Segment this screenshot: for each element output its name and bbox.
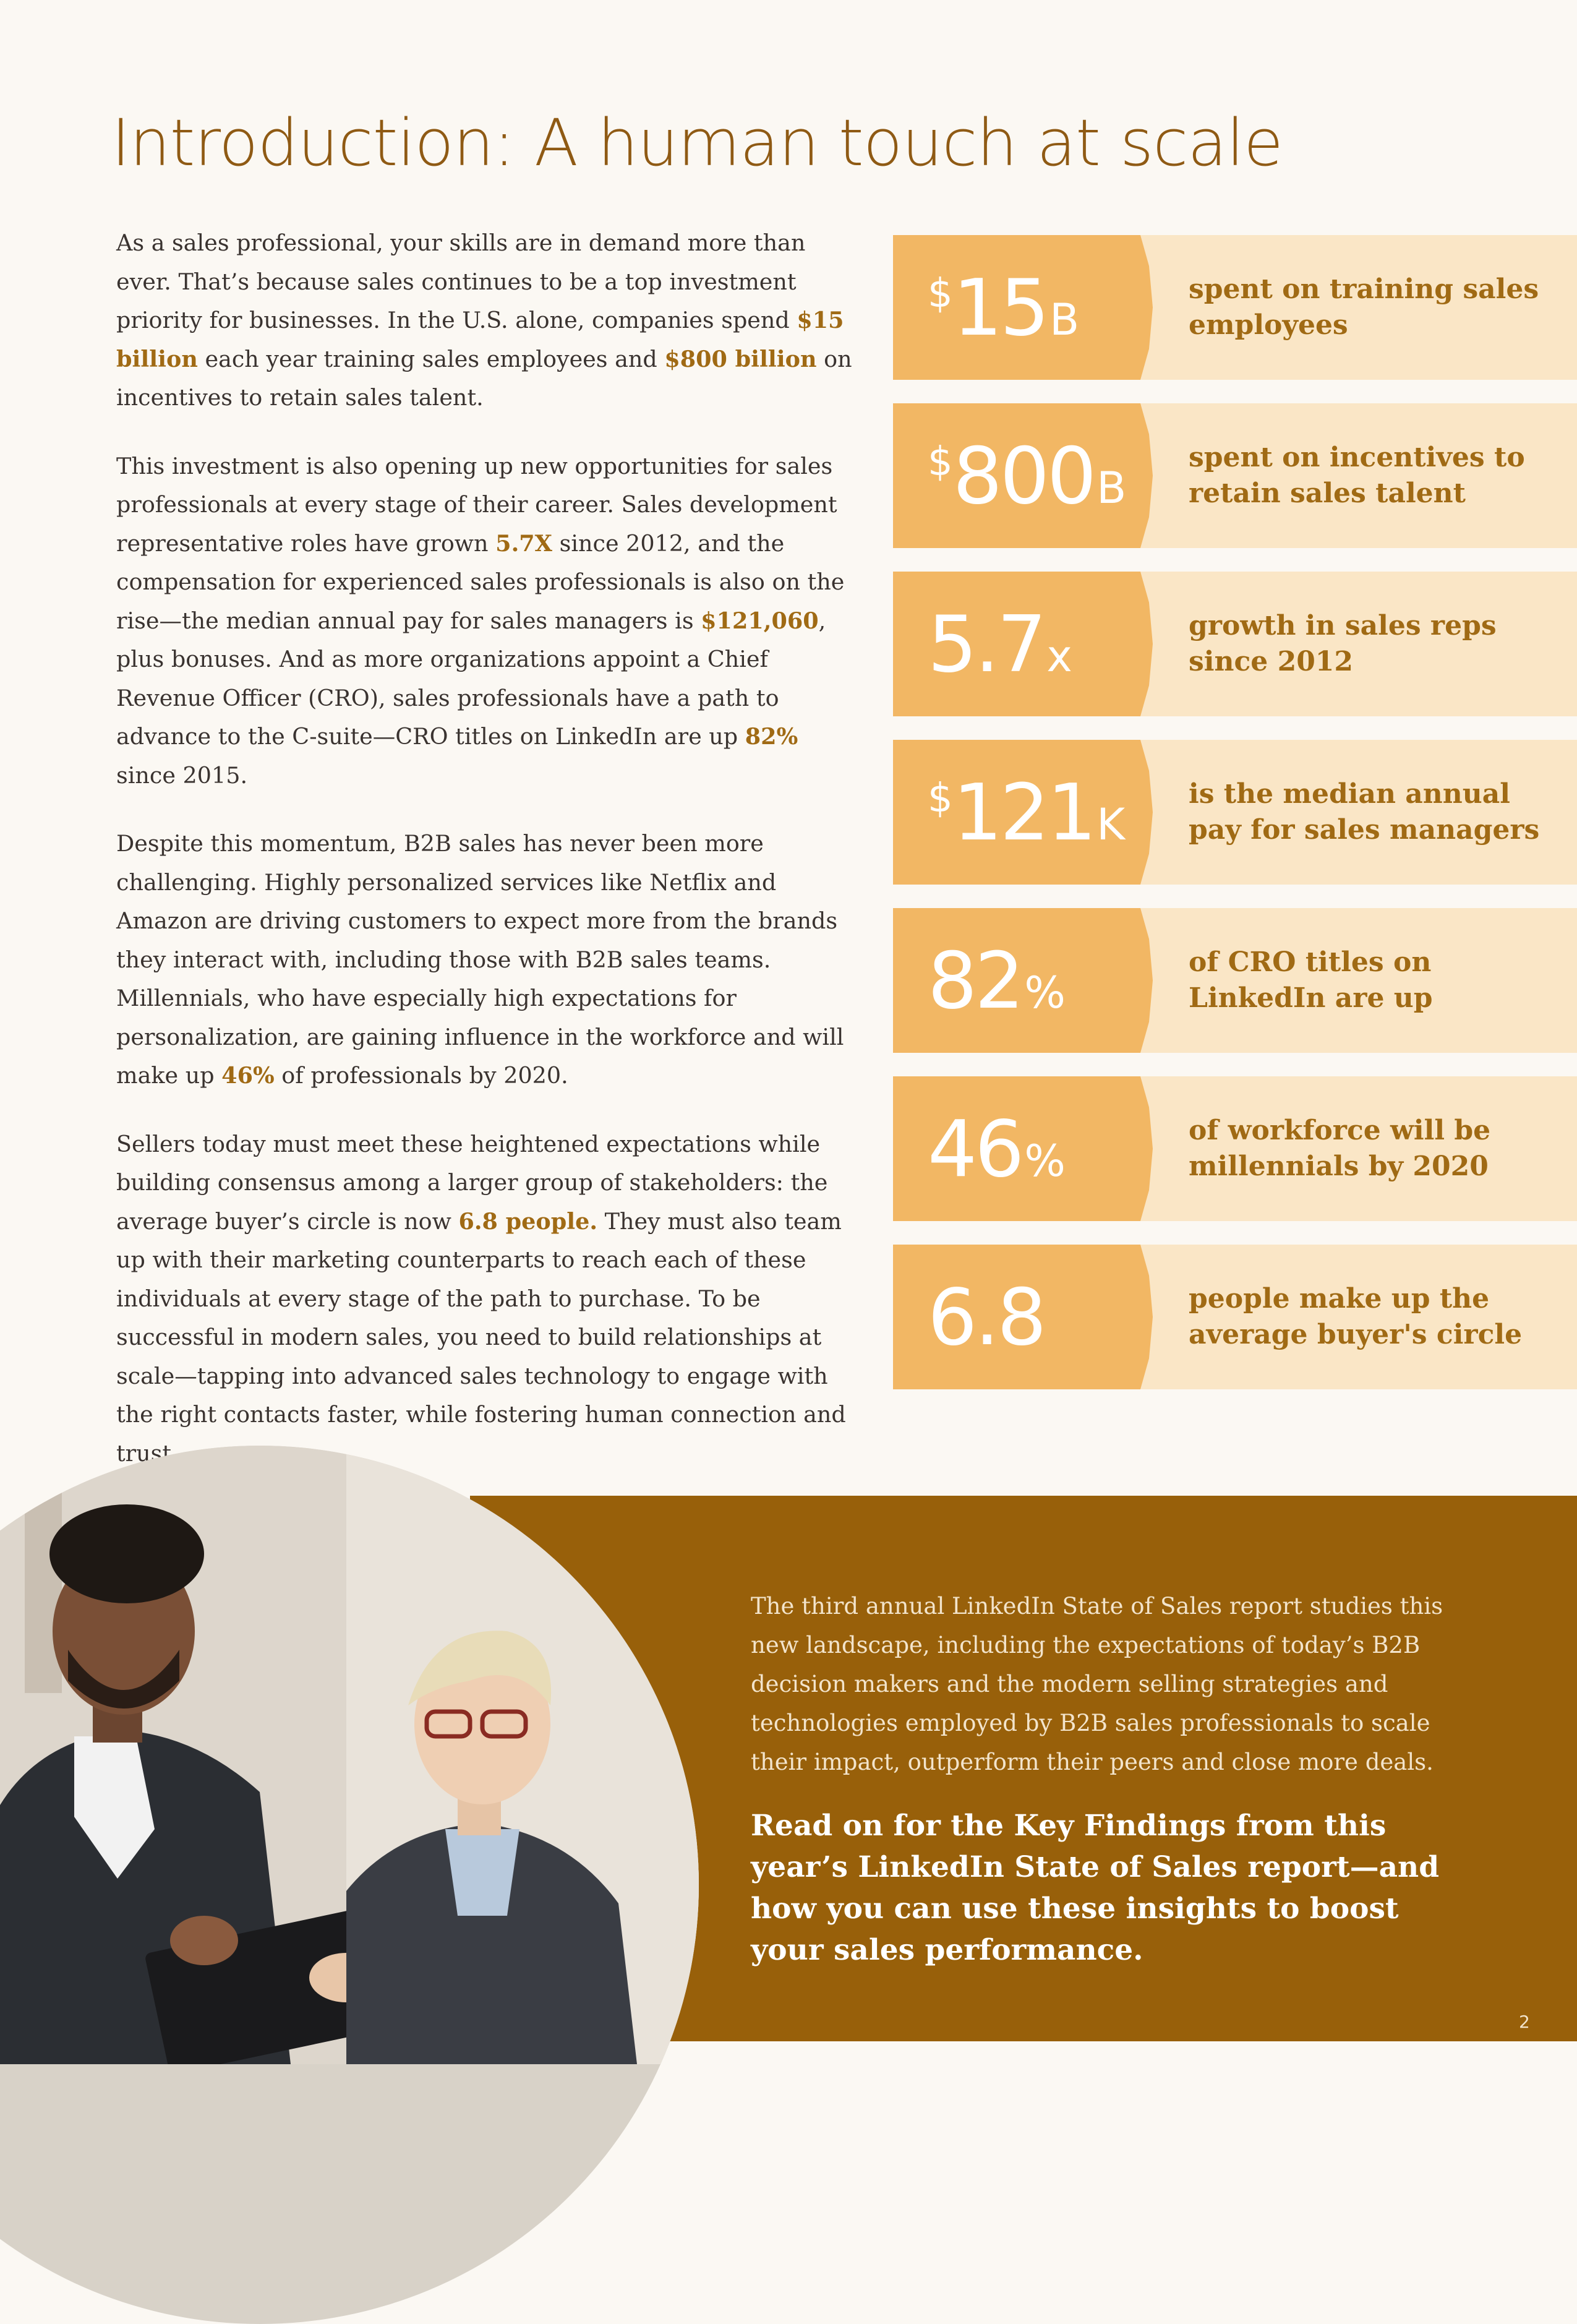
text-run: since 2015. — [116, 761, 248, 789]
stat-number: 82 — [928, 935, 1022, 1026]
stat-label: of workforce will be millennials by 2020 — [1189, 1115, 1491, 1182]
highlight-stat: $15 billion — [116, 307, 844, 372]
stat-suffix: x — [1046, 631, 1072, 682]
highlight-stat: $800 billion — [664, 345, 817, 372]
stat-label: spent on incentives to retain sales talent — [1189, 442, 1525, 509]
closing-lead: The third annual LinkedIn State of Sales report studies this new landscape, including the expectations of today’s B2B decision makers and the modern selling strategies and technologies employed by B2B sales professionals to scale their impact, outperform their peers and close more deals. — [751, 1593, 1443, 1775]
highlight-stat: 46% — [221, 1062, 275, 1089]
text-run: of professionals by 2020. — [274, 1062, 568, 1089]
highlight-stat: 82% — [745, 723, 798, 750]
text-run: since 2012, and the compensation for experienced sales professionals is also on the rise—the median annual pay for sales managers is — [116, 530, 845, 634]
stat-suffix: K — [1096, 799, 1126, 850]
stat-prefix: $ — [928, 439, 953, 485]
stat-suffix: B — [1096, 463, 1127, 513]
photo-sales-professionals — [0, 1446, 699, 2324]
highlight-stat: 5.7X — [495, 530, 552, 557]
stat-value — [928, 740, 1125, 885]
stat-number: 800 — [952, 430, 1095, 521]
stat-row — [893, 740, 1577, 885]
stat-number: 5.7 — [928, 598, 1045, 690]
intro-body — [116, 224, 852, 1503]
stat-prefix: $ — [928, 776, 953, 821]
stat-number: 121 — [952, 766, 1095, 858]
stat-number: 6.8 — [928, 1271, 1045, 1363]
stat-value — [928, 908, 1066, 1053]
stat-value — [928, 1245, 1046, 1389]
stat-row — [893, 572, 1577, 716]
stat-number: 15 — [952, 262, 1048, 353]
photo-illustration — [0, 1446, 699, 2064]
page-title: Introduction: A human touch at scale — [111, 105, 1283, 181]
closing-text — [751, 1587, 1462, 1971]
stat-row — [893, 1245, 1577, 1389]
stat-row — [893, 403, 1577, 548]
closing-cta: Read on for the Key Findings from this year’s LinkedIn State of Sales report—and how you can use these insights to boost your sales performance. — [751, 1809, 1440, 1967]
stat-value — [928, 403, 1126, 548]
text-run: As a sales professional, your skills are in demand more than ever. That’s because sales continues to be a top investment priority for businesses. In the U.S. alone, companies spend — [116, 229, 806, 333]
stat-label: growth in sales reps since 2012 — [1189, 610, 1497, 677]
stat-prefix: $ — [928, 271, 953, 317]
text-run: This investment is also opening up new opportunities for sales professionals at every stage of their career. Sales development representative roles have grown — [116, 452, 837, 557]
stat-row — [893, 1076, 1577, 1221]
stat-suffix: % — [1024, 1136, 1066, 1186]
stat-row — [893, 235, 1577, 380]
stat-label: is the median annual pay for sales managers — [1189, 778, 1540, 846]
text-run: Sellers today must meet these heightened expectations while building consensus among a larger group of stakeholders: the average buyer’s circle is now — [116, 1130, 828, 1235]
stat-number: 46 — [928, 1103, 1022, 1194]
stat-value — [928, 1076, 1066, 1221]
stat-suffix: % — [1024, 967, 1066, 1018]
text-run: They must also team up with their marketing counterparts to reach each of these individuals at every stage of the path to purchase. To be successful in modern sales, you need to build relationships at scale—tapping into advanced sales technology to engage with the right contacts faster, while fostering human connection and — [116, 1207, 846, 1428]
stat-row — [893, 908, 1577, 1053]
text-run: each year training sales employees and — [197, 345, 665, 372]
stat-label: of CRO titles on LinkedIn are up — [1189, 946, 1433, 1014]
text-run: on incentives to retain sales talent. — [116, 345, 852, 411]
intro-paragraph-2 — [116, 447, 852, 795]
page-number: 2 — [1519, 2012, 1530, 2032]
intro-paragraph-3 — [116, 825, 852, 1096]
intro-paragraph-1 — [116, 224, 852, 418]
highlight-stat: $121,060 — [701, 607, 819, 634]
stat-value — [928, 235, 1079, 380]
intro-paragraph-4 — [116, 1125, 852, 1473]
text-run: Despite this momentum, B2B sales has never been more challenging. Highly personalized services like Netflix and Amazon are driving customers to expect more from the brands they interact with, including those with B2B sales teams. Millennials, who have especially high expectations for personalization, are gaining influence in the workforce and will make up — [116, 830, 844, 1089]
highlight-stat: 6.8 people. — [458, 1207, 598, 1235]
text-run: , plus bonuses. And as more organizations appoint a Chief Revenue Officer (CRO), sales professionals have a path to advance to the C-suite—CRO titles on LinkedIn are up — [116, 607, 826, 750]
stat-value — [928, 572, 1072, 716]
stat-suffix: B — [1049, 294, 1080, 345]
stat-label: people make up the average buyer's circle — [1189, 1283, 1523, 1350]
stat-label: spent on training sales employees — [1189, 273, 1539, 341]
